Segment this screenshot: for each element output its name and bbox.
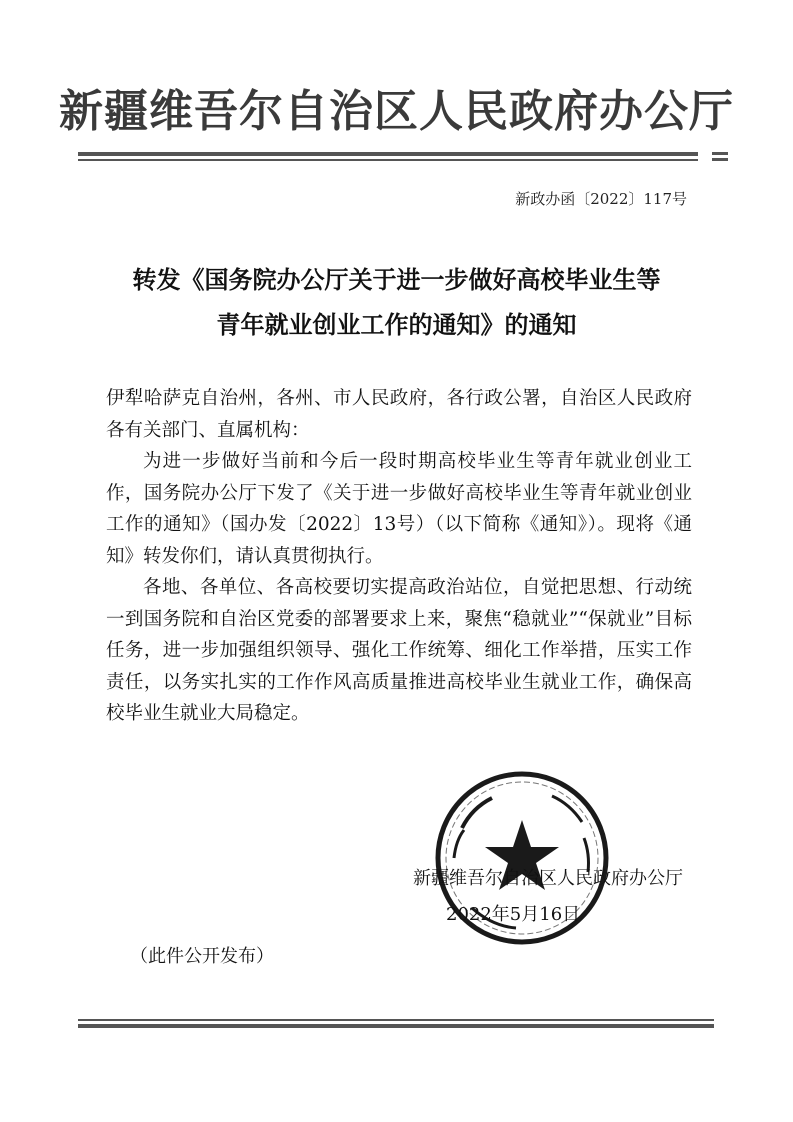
body-paragraph-2: 各地、各单位、各高校要切实提高政治站位，自觉把思想、行动统一到国务院和自治区党委的部署要求上来，聚焦“稳就业”“保就业”目标任务，进一步加强组织领导、强化工作统筹、细化工作举措，压实工作责任，以务实扎实的工作作风高质量推进高校毕业生就业工作，确保高校毕业生就业大局稳定。 [106, 577, 692, 724]
signer-name: 新疆维吾尔自治区人民政府办公厅 [413, 868, 683, 889]
issuer-header: 新疆维吾尔自治区人民政府办公厅 [59, 86, 734, 137]
addressee: 伊犁哈萨克自治州，各州、市人民政府，各行政公署，自治区人民政府各有关部门、直属机构： [106, 388, 692, 441]
document-number: 新政办函〔2022〕117号 [515, 190, 687, 208]
title-line-2: 青年就业创业工作的通知》的通知 [216, 311, 577, 339]
title-line-1: 转发《国务院办公厅关于进一步做好高校毕业生等 [132, 266, 661, 294]
release-note: （此件公开发布） [130, 946, 274, 967]
header-rule-cap-bottom [712, 158, 728, 161]
header-rule-cap-top [712, 152, 728, 155]
document-body [106, 383, 692, 730]
body-paragraph-1: 为进一步做好当前和今后一段时期高校毕业生等青年就业创业工作，国务院办公厅下发了《关于进一步做好高校毕业生等青年就业创业工作的通知》（国办发〔2022〕13号）（以下简称《通知》）。现将《通知》转发你们，请认真贯彻执行。 [106, 451, 692, 567]
footer-rule-thin [78, 1019, 714, 1021]
header-rule-thick [78, 152, 698, 156]
signature-date: 2022年5月16日 [446, 904, 581, 925]
header-rule-thin [78, 159, 698, 161]
document-title [60, 258, 733, 348]
footer-rule-thick [78, 1024, 714, 1028]
